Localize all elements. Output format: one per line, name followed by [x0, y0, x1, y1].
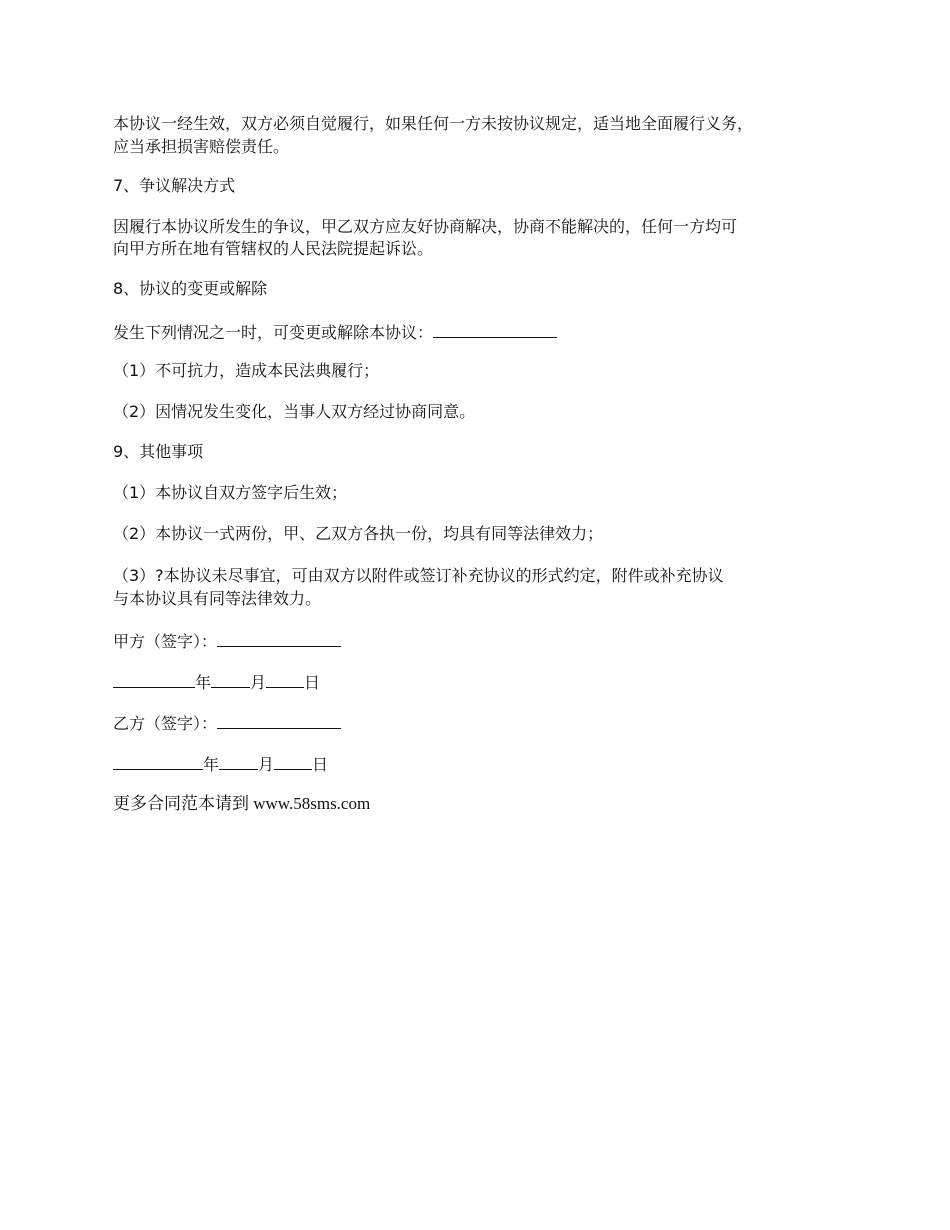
section-heading-8: 8、协议的变更或解除: [113, 279, 268, 298]
list-item: （1）不可抗力，造成本民法典履行；: [113, 361, 380, 380]
list-item: 与本协议具有同等法律效力。: [113, 589, 322, 608]
party-b-signature-blank: [217, 711, 341, 729]
change-conditions-intro: 发生下列情况之一时，可变更或解除本协议：: [113, 323, 434, 342]
paragraph-line: 因履行本协议所发生的争议，甲乙双方应友好协商解决，协商不能解决的，任何一方均可: [113, 217, 738, 236]
party-a-signature-row: [113, 629, 341, 652]
party-a-label: 甲方（签字）：: [113, 632, 218, 651]
month-blank: [211, 670, 250, 688]
year-label: 年: [195, 673, 212, 692]
paragraph-line: 本协议一经生效，双方必须自觉履行，如果任何一方未按协议规定，适当地全面履行义务，: [113, 114, 754, 133]
year-blank: [113, 670, 195, 688]
list-item: （2）因情况发生变化，当事人双方经过协商同意。: [113, 402, 476, 421]
month-blank: [219, 752, 258, 770]
day-label: 日: [312, 755, 329, 774]
footer-link-text: 更多合同范本请到 www.58sms.com: [113, 794, 371, 813]
party-b-label: 乙方（签字）：: [113, 714, 218, 733]
section-heading-9: 9、其他事项: [113, 442, 204, 461]
day-blank: [274, 752, 312, 770]
day-label: 日: [304, 673, 321, 692]
party-a-signature-blank: [217, 629, 341, 647]
party-b-date-row: [113, 752, 328, 775]
paragraph-line: 向甲方所在地有管辖权的人民法院提起诉讼。: [113, 239, 434, 258]
year-label: 年: [203, 755, 220, 774]
year-blank: [113, 752, 203, 770]
list-item: （3）?本协议未尽事宜，可由双方以附件或签订补充协议的形式约定，附件或补充协议: [113, 566, 724, 585]
paragraph-line: 应当承担损害赔偿责任。: [113, 137, 290, 156]
day-blank: [266, 670, 304, 688]
list-item: （2）本协议一式两份，甲、乙双方各执一份，均具有同等法律效力；: [113, 524, 604, 543]
section-heading-7: 7、争议解决方式: [113, 176, 236, 195]
month-label: 月: [258, 755, 275, 774]
month-label: 月: [250, 673, 267, 692]
fill-in-blank: [433, 320, 557, 338]
paragraph-line: [113, 320, 557, 343]
party-b-signature-row: [113, 711, 341, 734]
party-a-date-row: [113, 670, 320, 693]
list-item: （1）本协议自双方签字后生效；: [113, 483, 348, 502]
